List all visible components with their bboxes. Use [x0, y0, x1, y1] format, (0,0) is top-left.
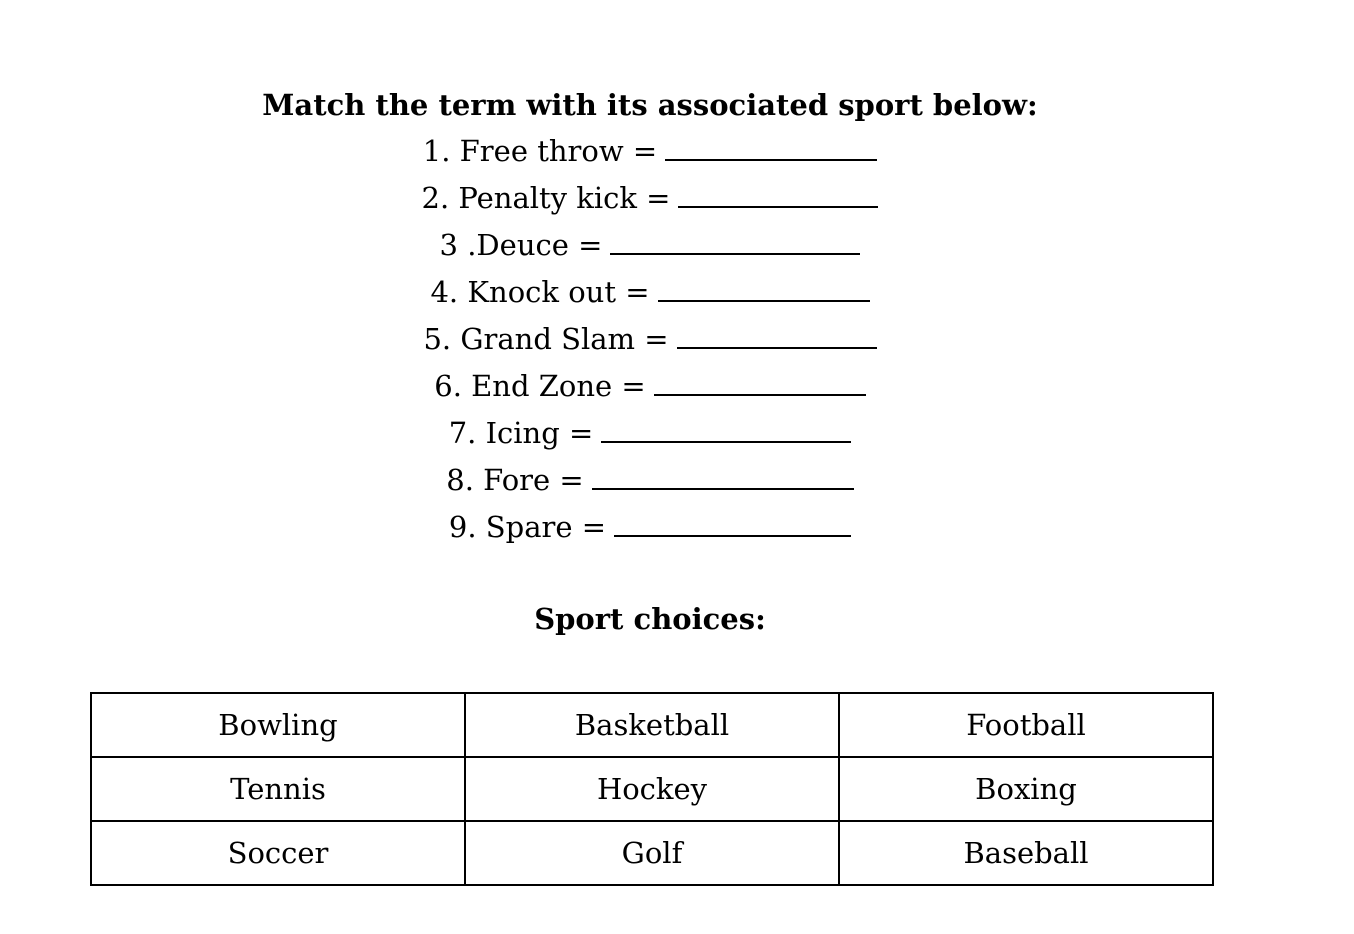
question-item [0, 504, 1300, 551]
sport-choices-table [90, 692, 1214, 886]
answer-blank[interactable] [677, 327, 877, 349]
table-cell: Tennis [91, 757, 465, 821]
question-label: 6. End Zone = [434, 369, 646, 403]
question-item [0, 175, 1300, 222]
question-label: 3 .Deuce = [439, 228, 603, 262]
sport-choices-heading: Sport choices: [534, 602, 766, 636]
question-list [0, 128, 1300, 551]
worksheet-title: Match the term with its associated sport below: [262, 88, 1038, 122]
table-row [91, 757, 1213, 821]
question-label: 8. Fore = [446, 463, 584, 497]
question-label: 9. Spare = [448, 510, 607, 544]
answer-blank[interactable] [658, 280, 870, 302]
question-label: 2. Penalty kick = [421, 181, 671, 215]
table-cell: Basketball [465, 693, 839, 757]
question-label: 7. Icing = [448, 416, 594, 450]
table-cell: Baseball [839, 821, 1213, 885]
table-cell: Football [839, 693, 1213, 757]
table-cell: Bowling [91, 693, 465, 757]
question-item [0, 128, 1300, 175]
table-cell: Soccer [91, 821, 465, 885]
table-cell: Hockey [465, 757, 839, 821]
question-item [0, 457, 1300, 504]
table-row [91, 821, 1213, 885]
table-cell: Boxing [839, 757, 1213, 821]
table-cell: Golf [465, 821, 839, 885]
question-item [0, 269, 1300, 316]
answer-blank[interactable] [654, 374, 866, 396]
answer-blank[interactable] [610, 233, 860, 255]
answer-blank[interactable] [665, 139, 877, 161]
question-item [0, 222, 1300, 269]
question-label: 1. Free throw = [422, 134, 658, 168]
question-item [0, 410, 1300, 457]
answer-blank[interactable] [601, 421, 851, 443]
question-label: 5. Grand Slam = [423, 322, 669, 356]
answer-blank[interactable] [614, 515, 851, 537]
question-label: 4. Knock out = [430, 275, 650, 309]
answer-blank[interactable] [592, 468, 854, 490]
table-row [91, 693, 1213, 757]
question-item [0, 316, 1300, 363]
answer-blank[interactable] [678, 186, 878, 208]
question-item [0, 363, 1300, 410]
